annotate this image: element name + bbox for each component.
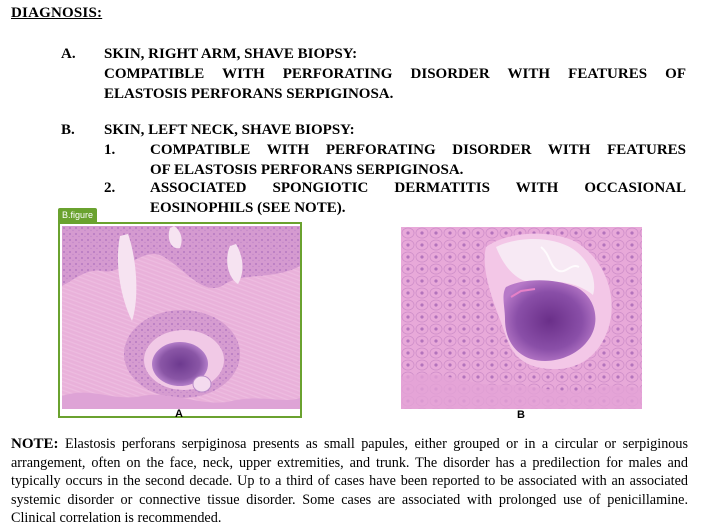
histology-image-a	[62, 226, 300, 409]
section-a-block	[104, 44, 686, 104]
section-b-item2	[150, 178, 686, 218]
section-b-item1-line1: COMPATIBLE WITH PERFORATING DISORDER WITH FEATURES	[150, 142, 686, 158]
note-paragraph	[11, 435, 688, 528]
diagnosis-heading: DIAGNOSIS:	[11, 5, 103, 21]
section-b-item1	[150, 140, 686, 180]
section-b-title: SKIN, LEFT NECK, SHAVE BIOPSY:	[104, 122, 355, 138]
caption-b: B	[517, 409, 525, 421]
section-b-item1-line2: OF ELASTOSIS PERFORANS SERPIGINOSA.	[150, 162, 464, 178]
section-a-letter: A.	[61, 46, 76, 62]
section-a-line2: ELASTOSIS PERFORANS SERPIGINOSA.	[104, 86, 394, 102]
section-b-letter: B.	[61, 122, 75, 138]
section-b-item2-line2: EOSINOPHILS (SEE NOTE).	[150, 200, 346, 216]
section-a-title: SKIN, RIGHT ARM, SHAVE BIOPSY:	[104, 46, 358, 62]
note-text: Elastosis perforans serpiginosa presents as small papules, either grouped or in a circular or serpiginous arrangement, often on the face, neck, upper extremities, and trunk. The disorder has a predilection for males and typically occurs in the second decade. Up to a third of cases have been reported to be associated with an associated systemic disorder or connective tissue disorder. Some cases are associated with prolonged use of penicillamine. Clinical correlation is recommended.	[11, 436, 689, 526]
section-a-line1: COMPATIBLE WITH PERFORATING DISORDER WITH FEATURES OF	[104, 66, 686, 82]
section-b-item1-num: 1.	[104, 142, 116, 158]
figure-tag[interactable]: B.figure	[58, 208, 97, 223]
histology-image-b	[401, 227, 642, 409]
section-b-item2-line1: ASSOCIATED SPONGIOTIC DERMATITIS WITH OCCASIONAL	[150, 180, 686, 196]
note-label: NOTE:	[11, 436, 59, 452]
section-b-item2-num: 2.	[104, 180, 116, 196]
caption-a: A	[175, 408, 183, 420]
